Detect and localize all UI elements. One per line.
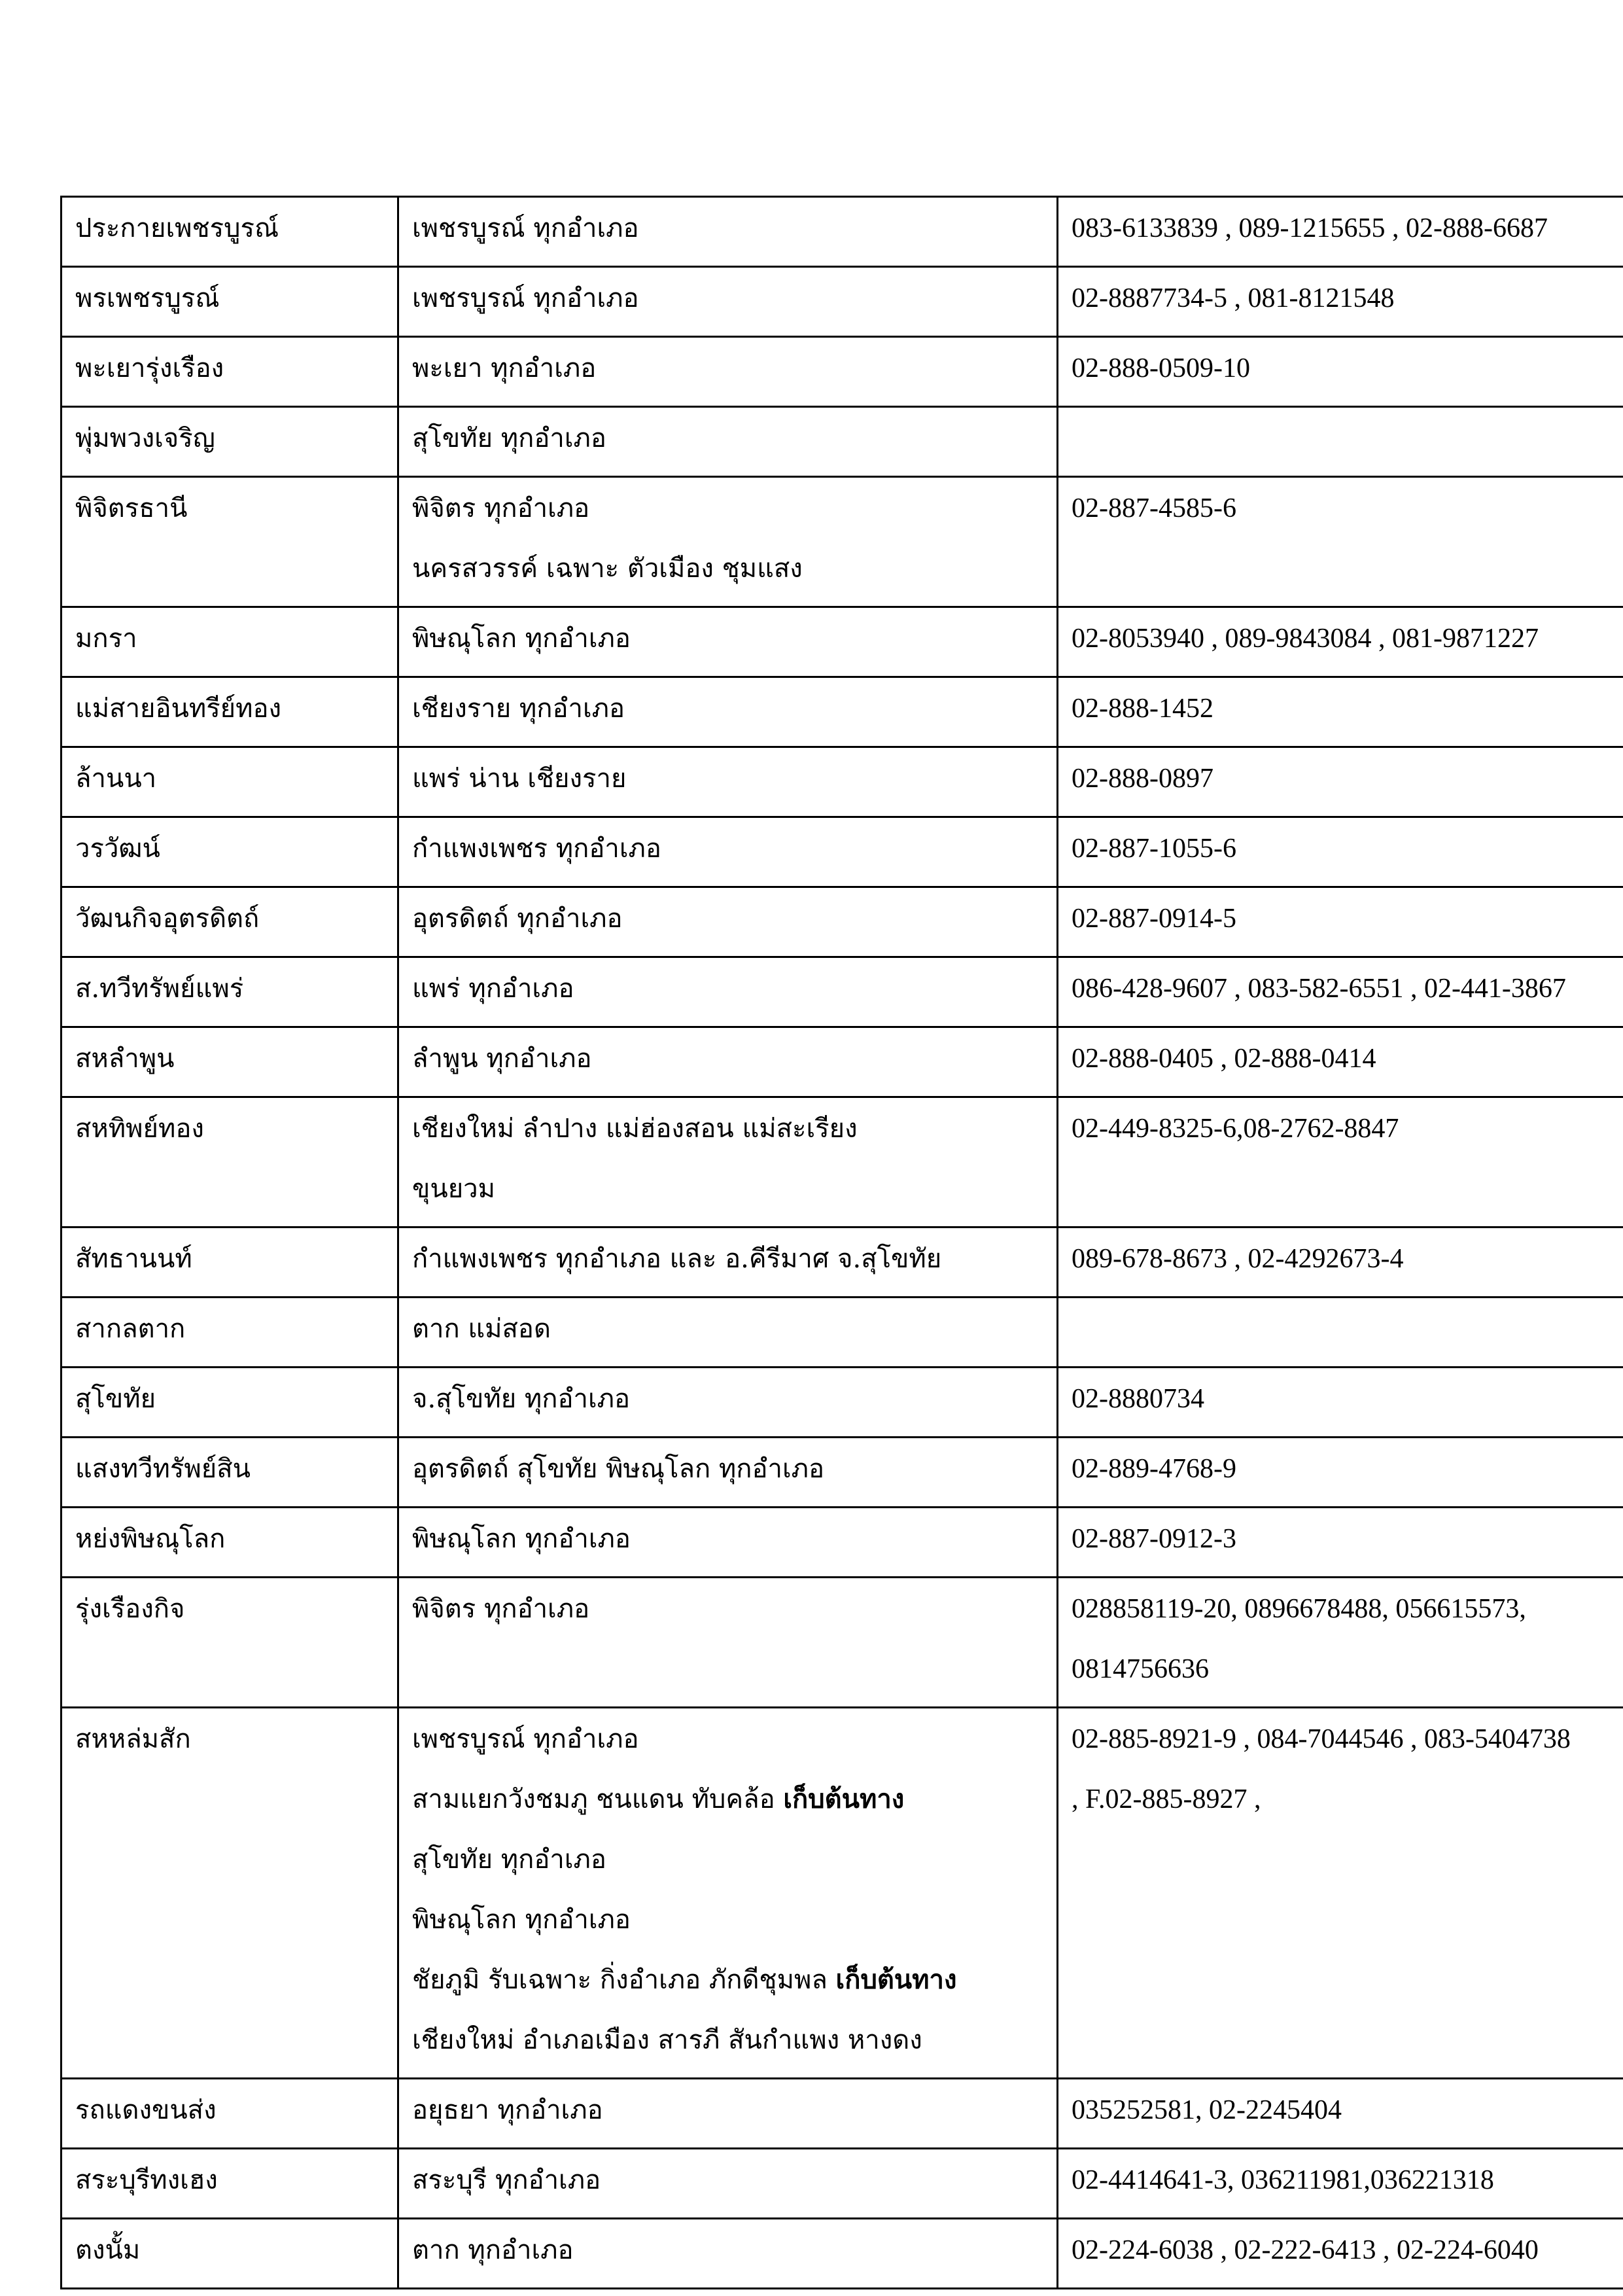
phone-cell <box>1058 1227 1623 1298</box>
table-row <box>61 407 1623 477</box>
service-area-cell <box>398 2219 1058 2289</box>
service-area-cell <box>398 197 1058 267</box>
service-area-cell <box>398 407 1058 477</box>
service-area-cell <box>398 1227 1058 1298</box>
phone-cell <box>1058 747 1623 817</box>
table-row <box>61 337 1623 407</box>
table-row <box>61 1368 1623 1438</box>
phone-numbers <box>1072 1306 1623 1366</box>
company-name: วรวัฒน์ <box>75 834 160 864</box>
phone-numbers: 02-888-0509-10 <box>1072 353 1250 383</box>
service-area-cell <box>398 1097 1058 1227</box>
company-name: วัฒนกิจอุตรดิตถ์ <box>75 904 260 934</box>
company-name: สากลตาก <box>75 1314 186 1344</box>
service-area-line: ขุนยวม <box>412 1174 495 1204</box>
service-area-line: อุตรดิตถ์ ทุกอำเภอ <box>412 904 623 934</box>
phone-numbers: , F.02-885-8927 , <box>1072 1784 1261 1814</box>
company-name-cell <box>61 607 398 677</box>
table-row <box>61 747 1623 817</box>
phone-cell <box>1058 607 1623 677</box>
service-area-line: ตาก แม่สอด <box>412 1314 551 1344</box>
table-row <box>61 197 1623 267</box>
company-name-cell <box>61 197 398 267</box>
service-area-cell <box>398 677 1058 747</box>
company-name: มกรา <box>75 624 137 654</box>
service-area-line: จ.สุโขทัย ทุกอำเภอ <box>412 1384 631 1414</box>
company-name-cell <box>61 1027 398 1097</box>
service-area-line: สระบุรี ทุกอำเภอ <box>412 2165 601 2195</box>
phone-cell <box>1058 197 1623 267</box>
phone-numbers: 02-889-4768-9 <box>1072 1454 1236 1484</box>
company-name: พะเยารุ่งเรือง <box>75 353 224 383</box>
service-area-cell <box>398 747 1058 817</box>
service-area-cell <box>398 337 1058 407</box>
table-row <box>61 1708 1623 2079</box>
company-name-cell <box>61 677 398 747</box>
phone-cell <box>1058 407 1623 477</box>
company-name-cell <box>61 1368 398 1438</box>
phone-numbers: 083-6133839 , 089-1215655 , 02-888-6687 <box>1072 213 1548 243</box>
table-row <box>61 1097 1623 1227</box>
service-area-line: อยุธยา ทุกอำเภอ <box>412 2095 603 2125</box>
phone-cell <box>1058 957 1623 1027</box>
company-name-cell <box>61 2149 398 2219</box>
phone-numbers: 035252581, 02-2245404 <box>1072 2095 1342 2125</box>
phone-numbers: 02-887-0912-3 <box>1072 1524 1236 1554</box>
company-name: ส.ทวีทรัพย์แพร่ <box>75 974 244 1004</box>
company-name-cell <box>61 1097 398 1227</box>
company-name: สัทธานนท์ <box>75 1244 192 1274</box>
phone-cell <box>1058 2079 1623 2149</box>
service-area-line: เพชรบูรณ์ ทุกอำเภอ <box>412 1724 639 1754</box>
service-area-cell <box>398 2079 1058 2149</box>
service-area-line: นครสวรรค์ เฉพาะ ตัวเมือง ชุมแสง <box>412 554 803 584</box>
phone-numbers: 02-887-0914-5 <box>1072 904 1236 934</box>
service-area-line <box>412 1957 1043 2017</box>
company-name: สุโขทัย <box>75 1384 156 1414</box>
company-name: รถแดงขนส่ง <box>75 2095 217 2125</box>
table-row <box>61 887 1623 957</box>
company-name: รุ่งเรืองกิจ <box>75 1594 185 1624</box>
table-row <box>61 1438 1623 1508</box>
table-row <box>61 2079 1623 2149</box>
service-area-cell <box>398 477 1058 607</box>
phone-numbers: 02-4414641-3, 036211981,036221318 <box>1072 2165 1494 2195</box>
phone-numbers: 02-8887734-5 , 081-8121548 <box>1072 283 1395 313</box>
table-row <box>61 267 1623 337</box>
company-name-cell <box>61 1508 398 1578</box>
company-name-cell <box>61 1578 398 1708</box>
service-area-text: ชัยภูมิ รับเฉพาะ กิ่งอำเภอ ภักดีชุมพล <box>412 1965 836 1995</box>
company-name-cell <box>61 477 398 607</box>
phone-cell <box>1058 267 1623 337</box>
service-area-line: อุตรดิตถ์ สุโขทัย พิษณุโลก ทุกอำเภอ <box>412 1454 825 1484</box>
phone-cell <box>1058 1368 1623 1438</box>
company-name-cell <box>61 1438 398 1508</box>
company-name: สระบุรีทงเฮง <box>75 2165 218 2195</box>
service-area-text: สามแยกวังชมภู ชนแดน ทับคล้อ <box>412 1784 784 1814</box>
phone-numbers: 02-888-0897 <box>1072 764 1213 794</box>
phone-cell <box>1058 677 1623 747</box>
phone-numbers: 02-887-1055-6 <box>1072 834 1236 864</box>
service-area-line: สุโขทัย ทุกอำเภอ <box>412 1845 606 1875</box>
service-area-line <box>412 1776 1043 1837</box>
table-row <box>61 677 1623 747</box>
transport-contact-table <box>60 196 1623 2289</box>
service-area-line: ตาก ทุกอำเภอ <box>412 2235 574 2265</box>
company-name-cell <box>61 957 398 1027</box>
table-row <box>61 1578 1623 1708</box>
phone-cell <box>1058 1508 1623 1578</box>
company-name-cell <box>61 2219 398 2289</box>
service-area-line: พะเยา ทุกอำเภอ <box>412 353 597 383</box>
company-name-cell <box>61 2079 398 2149</box>
table-row <box>61 957 1623 1027</box>
company-name-cell <box>61 1298 398 1368</box>
table-row <box>61 607 1623 677</box>
phone-cell <box>1058 1438 1623 1508</box>
phone-cell <box>1058 477 1623 607</box>
service-area-line: เพชรบูรณ์ ทุกอำเภอ <box>412 213 639 243</box>
phone-cell <box>1058 1027 1623 1097</box>
service-area-line: พิษณุโลก ทุกอำเภอ <box>412 1905 631 1935</box>
pickup-note: เก็บต้นทาง <box>783 1784 905 1814</box>
service-area-cell <box>398 1368 1058 1438</box>
phone-cell <box>1058 1298 1623 1368</box>
company-name-cell <box>61 1227 398 1298</box>
phone-numbers: 089-678-8673 , 02-4292673-4 <box>1072 1244 1404 1274</box>
phone-numbers: 02-888-1452 <box>1072 694 1213 724</box>
service-area-line: แพร่ น่าน เชียงราย <box>412 764 627 794</box>
service-area-line: เชียงใหม่ อำเภอเมือง สารภี สันกำแพง หางดง <box>412 2025 922 2055</box>
pickup-note: เก็บต้นทาง <box>835 1964 957 1995</box>
company-name-cell <box>61 407 398 477</box>
service-area-cell <box>398 1027 1058 1097</box>
service-area-cell <box>398 817 1058 887</box>
service-area-line: กำแพงเพชร ทุกอำเภอ และ อ.คีรีมาศ จ.สุโขทัย <box>412 1244 942 1274</box>
company-name: สหลำพูน <box>75 1044 175 1074</box>
company-name: สหทิพย์ทอง <box>75 1114 204 1144</box>
phone-numbers: 086-428-9607 , 083-582-6551 , 02-441-3867 <box>1072 974 1566 1004</box>
service-area-line: พิษณุโลก ทุกอำเภอ <box>412 1524 631 1554</box>
service-area-line: เชียงใหม่ ลำปาง แม่ฮ่องสอน แม่สะเรียง <box>412 1114 858 1144</box>
company-name-cell <box>61 887 398 957</box>
company-name-cell <box>61 337 398 407</box>
phone-cell <box>1058 2219 1623 2289</box>
table-row <box>61 1298 1623 1368</box>
phone-cell <box>1058 1708 1623 2079</box>
service-area-line: แพร่ ทุกอำเภอ <box>412 974 574 1004</box>
company-name: ตงนั้ม <box>75 2235 141 2265</box>
service-area-line: สุโขทัย ทุกอำเภอ <box>412 423 606 453</box>
phone-numbers: 028858119-20, 0896678488, 056615573, <box>1072 1594 1526 1624</box>
phone-numbers: 02-449-8325-6,08-2762-8847 <box>1072 1114 1399 1144</box>
phone-cell <box>1058 2149 1623 2219</box>
table-row <box>61 2219 1623 2289</box>
phone-numbers: 02-8053940 , 089-9843084 , 081-9871227 <box>1072 624 1539 654</box>
phone-numbers: 02-224-6038 , 02-222-6413 , 02-224-6040 <box>1072 2235 1539 2265</box>
company-name-cell <box>61 1708 398 2079</box>
phone-cell <box>1058 887 1623 957</box>
table-row <box>61 1227 1623 1298</box>
company-name: พรเพชรบูรณ์ <box>75 283 220 313</box>
service-area-line: พิษณุโลก ทุกอำเภอ <box>412 624 631 654</box>
service-area-line: กำแพงเพชร ทุกอำเภอ <box>412 834 661 864</box>
table-row <box>61 477 1623 607</box>
service-area-cell <box>398 267 1058 337</box>
phone-cell <box>1058 817 1623 887</box>
table-row <box>61 817 1623 887</box>
service-area-cell <box>398 1438 1058 1508</box>
table-row <box>61 2149 1623 2219</box>
phone-numbers <box>1072 415 1623 476</box>
service-area-cell <box>398 1578 1058 1708</box>
service-area-line: พิจิตร ทุกอำเภอ <box>412 493 590 523</box>
service-area-cell <box>398 607 1058 677</box>
service-area-line: พิจิตร ทุกอำเภอ <box>412 1594 590 1624</box>
company-name: หย่งพิษณุโลก <box>75 1524 226 1554</box>
service-area-line: เพชรบูรณ์ ทุกอำเภอ <box>412 283 639 313</box>
service-area-cell <box>398 957 1058 1027</box>
table-row <box>61 1027 1623 1097</box>
phone-numbers: 0814756636 <box>1072 1654 1209 1684</box>
company-name: สหหล่มสัก <box>75 1724 191 1754</box>
service-area-cell <box>398 1708 1058 2079</box>
company-name: ประกายเพชรบูรณ์ <box>75 213 279 243</box>
service-area-line: เชียงราย ทุกอำเภอ <box>412 694 625 724</box>
company-name: ล้านนา <box>75 764 157 794</box>
phone-numbers: 02-8880734 <box>1072 1384 1204 1414</box>
service-area-cell <box>398 1508 1058 1578</box>
table-body <box>61 197 1623 2289</box>
company-name: แสงทวีทรัพย์สิน <box>75 1454 251 1484</box>
company-name-cell <box>61 747 398 817</box>
company-name-cell <box>61 267 398 337</box>
company-name-cell <box>61 817 398 887</box>
service-area-line: ลำพูน ทุกอำเภอ <box>412 1044 592 1074</box>
phone-numbers: 02-887-4585-6 <box>1072 493 1236 523</box>
phone-numbers: 02-885-8921-9 , 084-7044546 , 083-5404738 <box>1072 1724 1571 1754</box>
company-name: พุ่มพวงเจริญ <box>75 423 215 453</box>
phone-cell <box>1058 337 1623 407</box>
company-name: แม่สายอินทรีย์ทอง <box>75 694 282 724</box>
phone-cell <box>1058 1578 1623 1708</box>
company-name: พิจิตรธานี <box>75 493 188 523</box>
service-area-cell <box>398 887 1058 957</box>
phone-numbers: 02-888-0405 , 02-888-0414 <box>1072 1044 1376 1074</box>
service-area-cell <box>398 1298 1058 1368</box>
phone-cell <box>1058 1097 1623 1227</box>
service-area-cell <box>398 2149 1058 2219</box>
table-row <box>61 1508 1623 1578</box>
